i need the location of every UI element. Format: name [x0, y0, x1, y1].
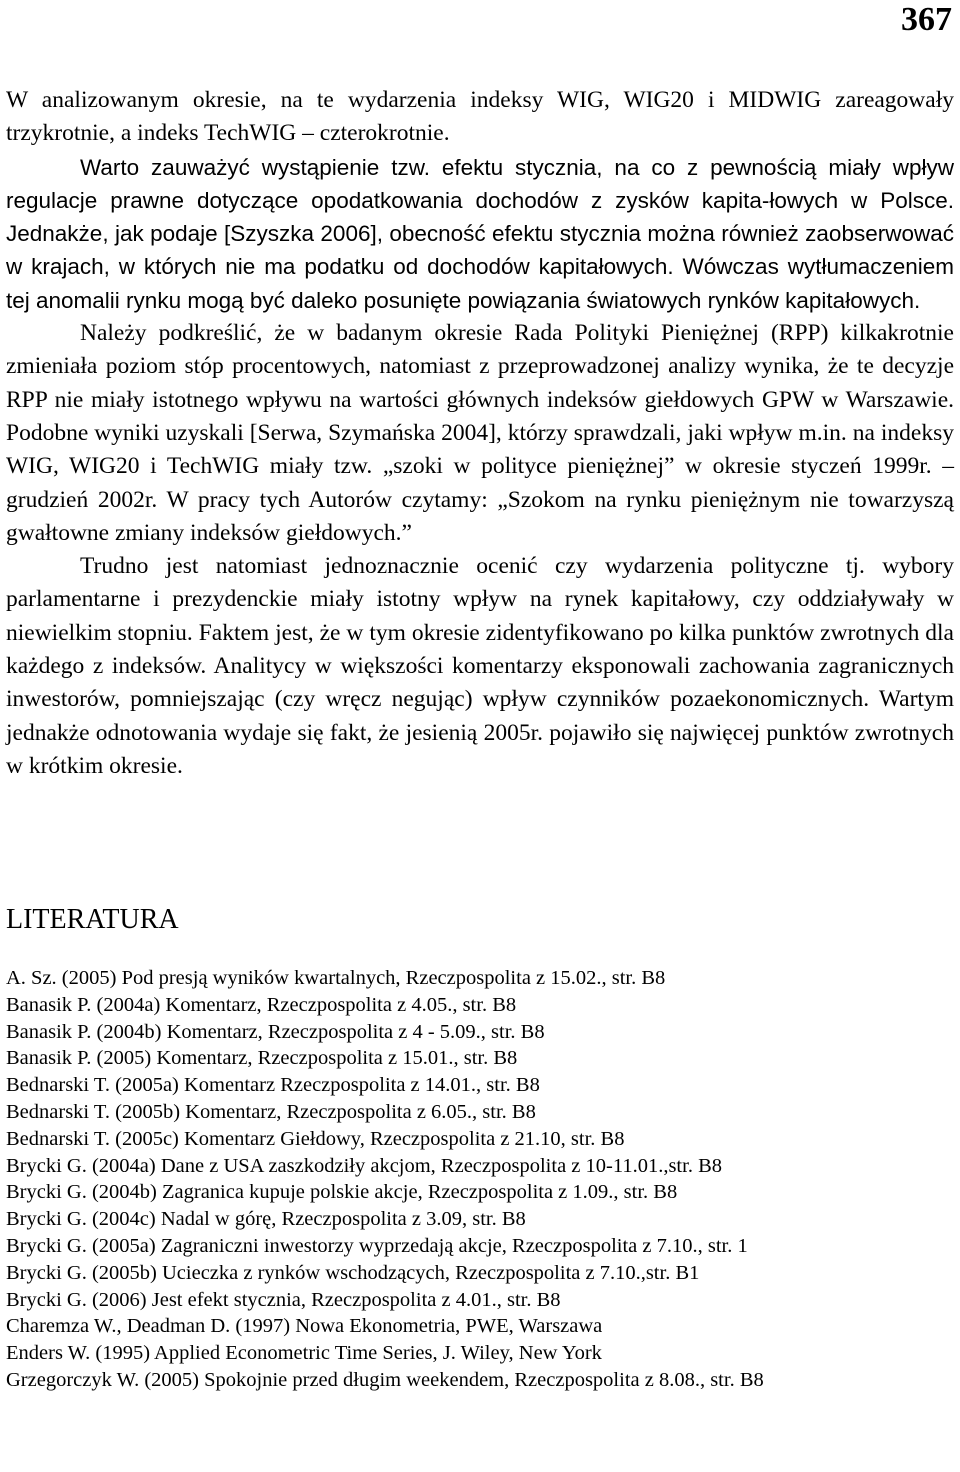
paragraph-4: Trudno jest natomiast jednoznacznie ocenić czy wydarzenia polityczne tj. wybory parlamentarne i prezydenckie miały istotny wpływ na rynek kapitałowy, czy oddziaływały w niewielkim stopniu. Faktem jest, że w tym okresie zidentyfikowano po kilka punktów zwrotnych dla każdego z indeksów. Analitycy w większości komentarzy eksponowali zachowania zagranicznych inwestorów, pomniejszając (czy wręcz negując) wpływ czynników pozaekonomicznych. Wartym jednakże odnotowania wydaje się fakt, że jesienią 2005r. pojawiło się najwięcej punktów zwrotnych w krótkim okresie.: [6, 553, 954, 779]
paragraph-1: W analizowanym okresie, na te wydarzenia indeksy WIG, WIG20 i MIDWIG zareagowały trzykrotnie, a indeks TechWIG – czterokrotnie.: [6, 87, 954, 147]
section-heading: LITERATURA: [6, 904, 179, 935]
reference-item: Charemza W., Deadman D. (1997) Nowa Ekonometria, PWE, Warszawa: [6, 1315, 603, 1338]
reference-list: [6, 965, 954, 1394]
reference-item: Banasik P. (2004a) Komentarz, Rzeczpospolita z 4.05., str. B8: [6, 993, 517, 1016]
paragraph-3: Należy podkreślić, że w badanym okresie Rada Polityki Pieniężnej (RPP) kilkakrotnie zmieniała poziom stóp procentowych, natomiast z przeprowadzonej analizy wynika, że te decyzje RPP nie miały istotnego wpływu na wartości głównych indeksów giełdowych GPW w Warszawie. Podobne wyniki uzyskali [Serwa, Szymańska 2004], którzy sprawdzali, jaki wpływ m.in. na indeksy WIG, WIG20 i TechWIG miały tzw. „szoki w polityce pieniężnej” w okresie styczeń 1999r. – grudzień 2002r. W pracy tych Autorów czytamy: „Szokom na rynku pieniężnym nie towarzyszą gwałtowne zmiany indeksów giełdowych.”: [6, 320, 954, 546]
reference-item: Banasik P. (2005) Komentarz, Rzeczpospolita z 15.01., str. B8: [6, 1047, 518, 1070]
reference-item: Brycki G. (2004a) Dane z USA zaszkodziły akcjom, Rzeczpospolita z 10-11.01.,str. B8: [6, 1154, 722, 1177]
reference-item: Banasik P. (2004b) Komentarz, Rzeczpospolita z 4 - 5.09., str. B8: [6, 1020, 545, 1043]
reference-item: Grzegorczyk W. (2005) Spokojnie przed długim weekendem, Rzeczpospolita z 8.08., str. B8: [6, 1368, 764, 1391]
reference-item: A. Sz. (2005) Pod presją wyników kwartalnych, Rzeczpospolita z 15.02., str. B8: [6, 967, 666, 989]
page-number: 367: [901, 1, 952, 38]
paragraph-2: Warto zauważyć wystąpienie tzw. efektu stycznia, na co z pewnością miały wpływ regulacje prawne dotyczące opodatkowania dochodów z zysków kapita-łowych w Polsce. Jednakże, jak podaje [Szyszka 2006], obecność efektu stycznia można również zaobserwować w krajach, w których nie ma podatku od dochodów kapitałowych. Wówczas wytłumaczeniem tej anomalii rynku mogą być daleko posunięte powiązania światowych rynków kapitałowych.: [6, 154, 954, 313]
reference-item: Bednarski T. (2005b) Komentarz, Rzeczpospolita z 6.05., str. B8: [6, 1100, 536, 1123]
reference-item: Bednarski T. (2005c) Komentarz Giełdowy, Rzeczpospolita z 21.10, str. B8: [6, 1127, 625, 1150]
reference-item: Brycki G. (2005a) Zagraniczni inwestorzy wyprzedają akcje, Rzeczpospolita z 7.10., str. 1: [6, 1234, 748, 1257]
reference-item: Brycki G. (2004b) Zagranica kupuje polskie akcje, Rzeczpospolita z 1.09., str. B8: [6, 1181, 678, 1204]
body-text: [6, 84, 954, 783]
reference-item: Brycki G. (2004c) Nadal w górę, Rzeczpospolita z 3.09, str. B8: [6, 1208, 526, 1231]
reference-item: Brycki G. (2005b) Ucieczka z rynków wschodzących, Rzeczpospolita z 7.10.,str. B1: [6, 1261, 700, 1284]
reference-item: Bednarski T. (2005a) Komentarz Rzeczpospolita z 14.01., str. B8: [6, 1074, 540, 1097]
reference-item: Enders W. (1995) Applied Econometric Time Series, J. Wiley, New York: [6, 1342, 602, 1365]
reference-item: Brycki G. (2006) Jest efekt stycznia, Rzeczpospolita z 4.01., str. B8: [6, 1288, 561, 1311]
